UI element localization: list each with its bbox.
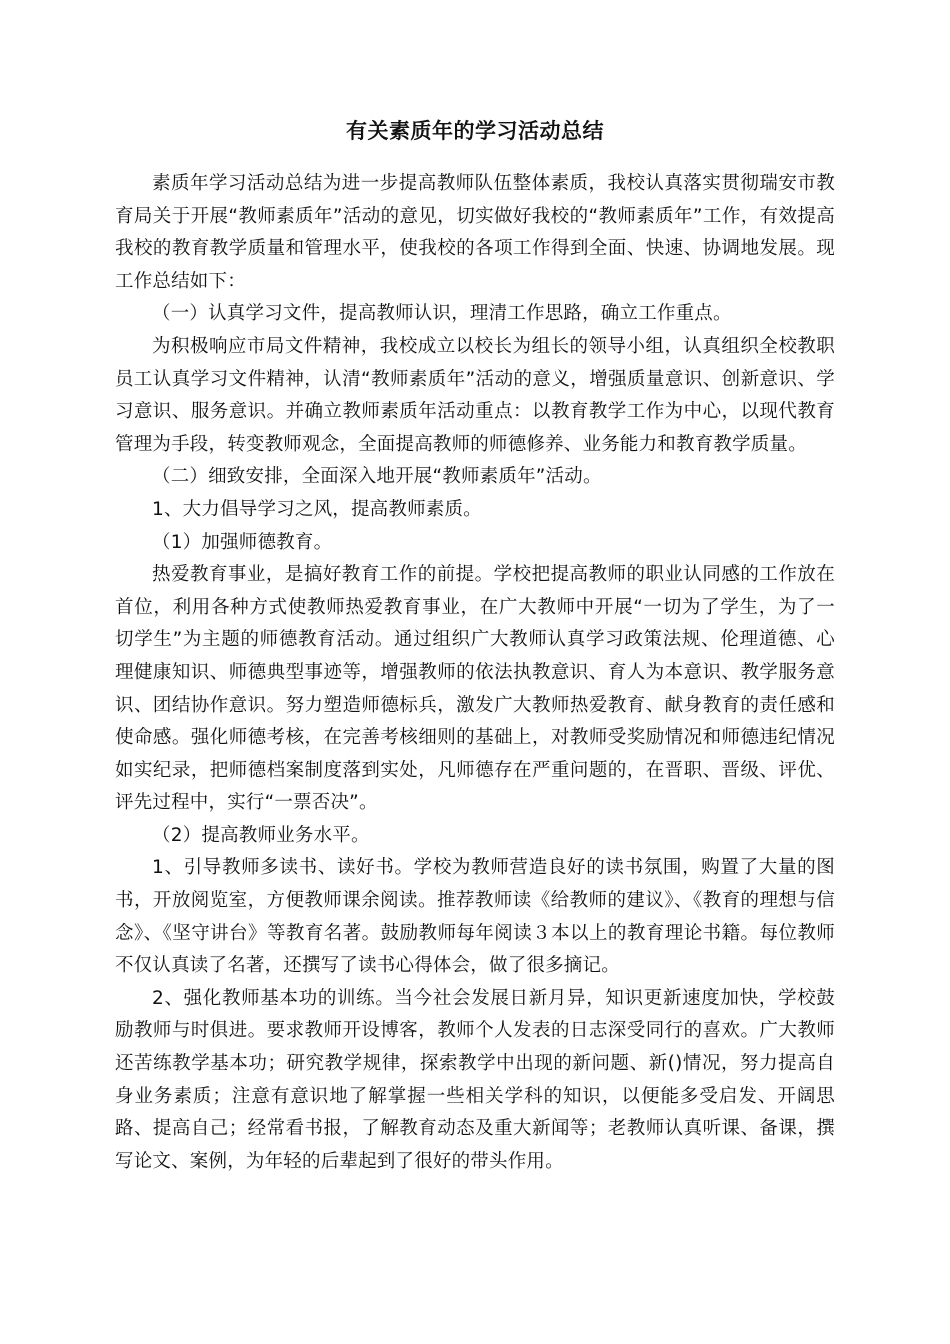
item-heading-2: （2）提高教师业务水平。 [152, 824, 370, 846]
document-title: 有关素质年的学习活动总结 [346, 119, 604, 143]
section-heading-1: （一）认真学习文件，提高教师认识，理清工作思路，确立工作重点。 [152, 303, 732, 325]
document-body [115, 168, 835, 1178]
section-heading-2: （二）细致安排，全面深入地开展“教师素质年”活动。 [152, 466, 602, 488]
subsection-heading-1: 1、大力倡导学习之风，提高教师素质。 [152, 498, 482, 520]
paragraph-skills-training: 2、强化教师基本功的训练。当今社会发展日新月异，知识更新速度加快，学校鼓励教师与时俱进。要求教师开设博客，教师个人发表的日志深受同行的喜欢。广大教师还苦练教学基本功；研究教学规律，探索教学中出现的新问题、新()情况，努力提高自身业务素质；注意有意识地了解掌握一些相关学科的知识，以便能多受启发、开阔思路、提高自己；经常看书报，了解教育动态及重大新闻等；老教师认真听课、备课，撰写论文、案例，为年轻的后辈起到了很好的带头作用。 [115, 987, 835, 1172]
item-heading-1: （1）加强师德教育。 [152, 531, 333, 553]
paragraph-section-1: 为积极响应市局文件精神，我校成立以校长为组长的领导小组，认真组织全校教职员工认真学习文件精神，认清“教师素质年”活动的意义，增强质量意识、创新意识、学习意识、服务意识。并确立教师素质年活动重点：以教育教学工作为中心，以现代教育管理为手段，转变教师观念，全面提高教师的师德修养、业务能力和教育教学质量。 [115, 335, 835, 455]
paragraph-intro: 素质年学习活动总结为进一步提高教师队伍整体素质，我校认真落实贯彻瑞安市教育局关于开展“教师素质年”活动的意见，切实做好我校的“教师素质年”工作，有效提高我校的教育教学质量和管理水平，使我校的各项工作得到全面、快速、协调地发展。现工作总结如下： [115, 173, 835, 292]
paragraph-teacher-ethics: 热爱教育事业，是搞好教育工作的前提。学校把提高教师的职业认同感的工作放在首位，利用各种方式使教师热爱教育事业，在广大教师中开展“一切为了学生，为了一切学生”为主题的师德教育活动。通过组织广大教师认真学习政策法规、伦理道德、心理健康知识、师德典型事迹等，增强教师的依法执教意识、育人为本意识、教学服务意识、团结协作意识。努力塑造师德标兵，激发广大教师热爱教育、献身教育的责任感和使命感。强化师德考核，在完善考核细则的基础上，对教师受奖励情况和师德违纪情况如实纪录，把师德档案制度落到实处，凡师德存在严重问题的，在晋职、晋级、评优、评先过程中，实行“一票否决”。 [115, 564, 835, 814]
paragraph-reading: 1、引导教师多读书、读好书。学校为教师营造良好的读书氛围，购置了大量的图书，开放阅览室，方便教师课余阅读。推荐教师读《给教师的建议》、《教育的理想与信念》、《坚守讲台》等教育名著。鼓励教师每年阅读３本以上的教育理论书籍。每位教师不仅认真读了名著，还撰写了读书心得体会，做了很多摘记。 [115, 857, 835, 977]
